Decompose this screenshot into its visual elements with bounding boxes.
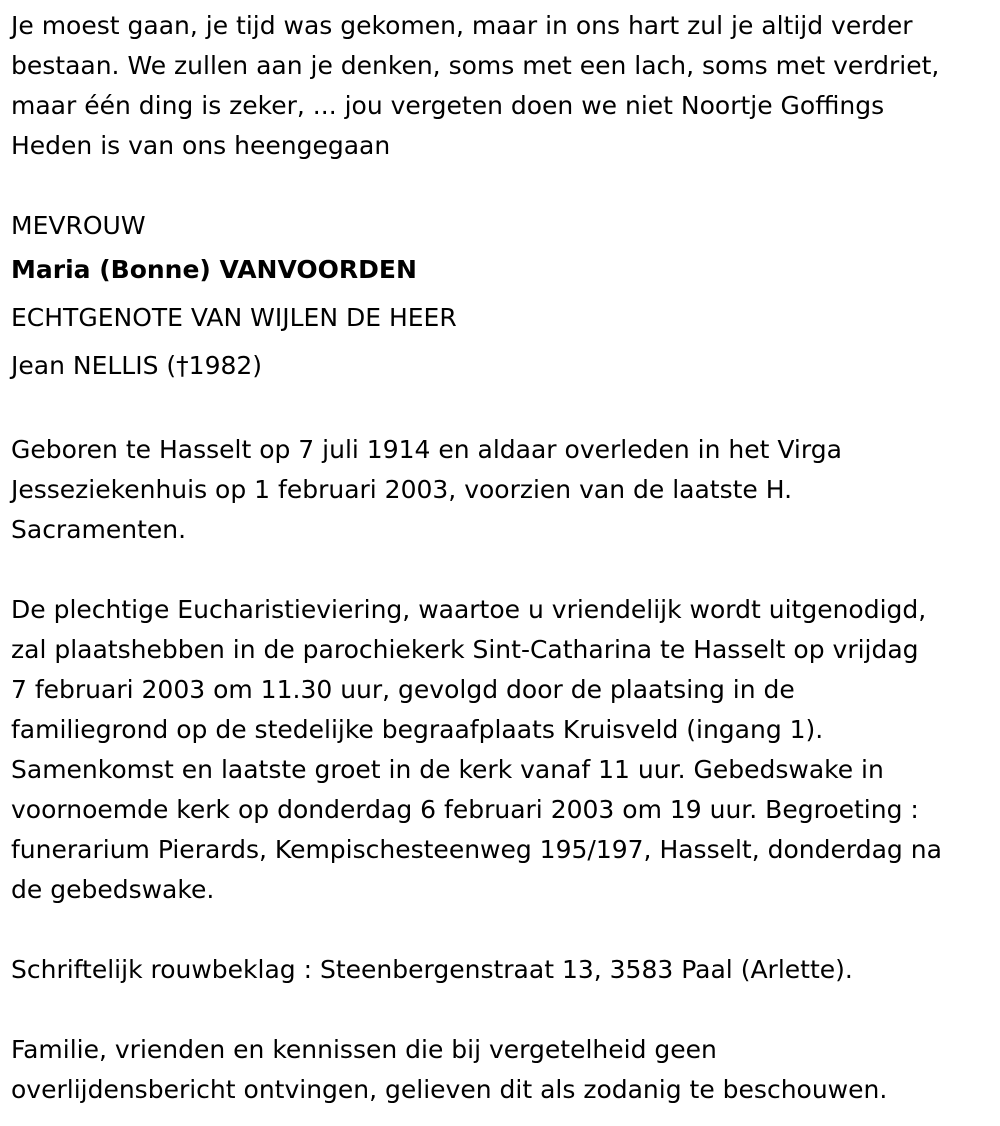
ceremony-line: de gebedswake. (11, 875, 215, 904)
ceremony-line: voornoemde kerk op donderdag 6 februari 2003 om 19 uur. Begroeting : (11, 795, 919, 824)
birth-death-line: Sacramenten. (11, 515, 187, 544)
condolences-line: Schriftelijk rouwbeklag : Steenbergenstraat 13, 3583 Paal (Arlette). (11, 955, 853, 984)
poem-line: Je moest gaan, je tijd was gekomen, maar in ons hart zul je altijd verder (11, 11, 913, 40)
ceremony-line: Samenkomst en laatste groet in de kerk vanaf 11 uur. Gebedswake in (11, 755, 884, 784)
poem-line: bestaan. We zullen aan je denken, soms met een lach, soms met verdriet, (11, 51, 940, 80)
blank-line (11, 550, 996, 590)
family-note-block (11, 1030, 996, 1110)
family-note-line: overlijdensbericht ontvingen, gelieven dit als zodanig te beschouwen. (11, 1075, 888, 1104)
blank-line (11, 910, 996, 950)
ceremony-line: funerarium Pierards, Kempischesteenweg 195/197, Hasselt, donderdag na (11, 835, 942, 864)
ceremony-line: 7 februari 2003 om 11.30 uur, gevolgd door de plaatsing in de (11, 675, 795, 704)
ceremony-line: familiegrond op de stedelijke begraafplaats Kruisveld (ingang 1). (11, 715, 824, 744)
deceased-block (11, 206, 996, 390)
birth-death-line: Jesseziekenhuis op 1 februari 2003, voorzien van de laatste H. (11, 475, 793, 504)
deceased-relation: ECHTGENOTE VAN WIJLEN DE HEER (11, 303, 457, 332)
blank-line (11, 390, 996, 430)
poem-block (11, 6, 996, 166)
birth-death-line: Geboren te Hasselt op 7 juli 1914 en aldaar overleden in het Virga (11, 435, 842, 464)
poem-line: Heden is van ons heengegaan (11, 131, 391, 160)
deceased-name: Maria (Bonne) VANVOORDEN (11, 255, 417, 284)
blank-line (11, 990, 996, 1030)
ceremony-block (11, 590, 996, 910)
condolences-block (11, 950, 996, 990)
ceremony-line: De plechtige Eucharistieviering, waartoe u vriendelijk wordt uitgenodigd, (11, 595, 927, 624)
deceased-spouse: Jean NELLIS (†1982) (11, 351, 263, 380)
poem-line: maar één ding is zeker, ... jou vergeten doen we niet Noortje Goffings (11, 91, 885, 120)
deceased-title: MEVROUW (11, 211, 146, 240)
blank-line (11, 166, 996, 206)
family-note-line: Familie, vrienden en kennissen die bij vergetelheid geen (11, 1035, 717, 1064)
birth-death-block (11, 430, 996, 550)
obituary-document (11, 6, 996, 1110)
ceremony-line: zal plaatshebben in de parochiekerk Sint-Catharina te Hasselt op vrijdag (11, 635, 919, 664)
